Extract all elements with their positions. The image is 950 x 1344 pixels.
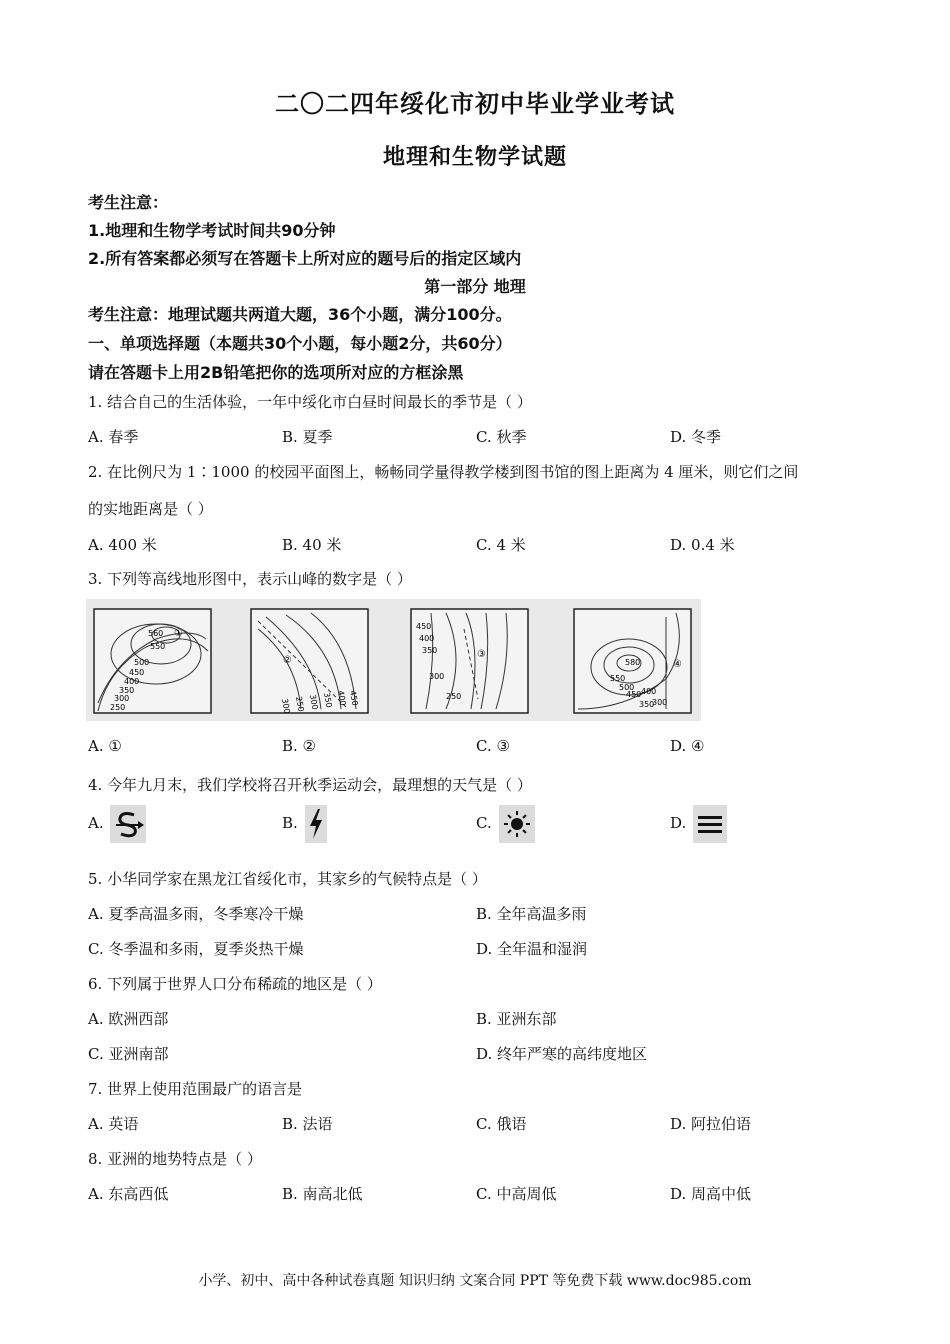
contour-label: 250 <box>110 703 126 712</box>
fog-icon <box>693 805 727 843</box>
option-c: C. 亚洲南部 <box>88 1045 169 1063</box>
contour-label: 250 <box>446 692 462 701</box>
option-c: C. 冬季温和多雨，夏季炎热干燥 <box>88 940 304 958</box>
option-c <box>476 805 535 843</box>
option-d: D. 0.4 米 <box>670 536 735 554</box>
option-label: B. <box>282 814 298 832</box>
contour-label: 400 <box>124 677 140 686</box>
contour-label: 550 <box>150 642 166 651</box>
section-instruction: 请在答题卡上用2B铅笔把你的选项所对应的方框涂黑 <box>88 363 464 382</box>
question-stem: 5. 小华同学家在黑龙江省绥化市，其家乡的气候特点是（ ） <box>88 870 487 888</box>
contour-label: 300 <box>652 698 668 707</box>
question-stem: 4. 今年九月末，我们学校将召开秋季运动会，最理想的天气是（ ） <box>88 776 532 794</box>
contour-map-3 <box>411 609 528 713</box>
notice-heading: 考生注意： <box>88 193 169 212</box>
option-c: C. 秋季 <box>476 428 527 446</box>
contour-label: 350 <box>119 686 135 695</box>
question-stem: 6. 下列属于世界人口分布稀疏的地区是（ ） <box>88 975 382 993</box>
contour-label: 450 <box>626 690 642 699</box>
option-a: A. 春季 <box>88 428 139 446</box>
option-label: D. <box>670 814 687 832</box>
option-b: B. 40 米 <box>282 536 342 554</box>
contour-marker: ① <box>174 628 183 639</box>
question-stem-continued: 的实地距离是（ ） <box>88 500 213 518</box>
option-c: C. ③ <box>476 737 510 755</box>
contour-marker: ③ <box>477 649 486 660</box>
contour-label: 350 <box>639 700 655 709</box>
question-stem: 7. 世界上使用范围最广的语言是 <box>88 1080 303 1098</box>
notice-item: 2.所有答案都必须写在答题卡上所对应的题号后的指定区域内 <box>88 249 522 268</box>
contour-label: 400 <box>419 634 435 643</box>
contour-label: 300 <box>114 694 130 703</box>
option-a: A. 欧洲西部 <box>88 1010 169 1028</box>
contour-label: 300 <box>280 697 292 715</box>
option-a: A. 东高西低 <box>88 1185 169 1203</box>
contour-map-1 <box>94 609 211 713</box>
option-b: B. ② <box>282 737 317 755</box>
option-d: D. 终年严寒的高纬度地区 <box>476 1045 648 1063</box>
contour-label: 500 <box>134 658 150 667</box>
question-stem: 1. 结合自己的生活体验，一年中绥化市白昼时间最长的季节是（ ） <box>88 393 532 411</box>
contour-label: 300 <box>308 693 320 711</box>
option-d: D. 周高中低 <box>670 1185 752 1203</box>
option-a: A. ① <box>88 737 122 755</box>
contour-label: 400 <box>641 687 657 696</box>
notice-item: 1.地理和生物学考试时间共90分钟 <box>88 221 336 240</box>
option-a <box>88 805 146 843</box>
question-stem: 8. 亚洲的地势特点是（ ） <box>88 1150 262 1168</box>
part-notice: 考生注意：地理试题共两道大题，36个小题，满分100分。 <box>88 305 512 324</box>
contour-marker: ④ <box>673 659 682 670</box>
option-b <box>282 805 327 843</box>
contour-label: 450 <box>348 689 360 707</box>
contour-label: 350 <box>322 691 334 709</box>
contour-maps-svg <box>86 599 701 721</box>
option-d: D. 冬季 <box>670 428 722 446</box>
option-b: B. 法语 <box>282 1115 333 1133</box>
option-d: D. 全年温和湿润 <box>476 940 588 958</box>
exam-subtitle: 地理和生物学试题 <box>382 145 567 170</box>
contour-map-4 <box>574 609 691 713</box>
contour-label: 560 <box>148 629 164 638</box>
section-heading: 一、单项选择题（本题共30个小题，每小题2分，共60分） <box>88 334 512 353</box>
option-b: B. 全年高温多雨 <box>476 905 587 923</box>
option-c: C. 4 米 <box>476 536 526 554</box>
option-c: C. 中高周低 <box>476 1185 557 1203</box>
option-d: D. 阿拉伯语 <box>670 1115 752 1133</box>
contour-maps-figure <box>86 599 701 721</box>
option-c: C. 俄语 <box>476 1115 527 1133</box>
wind-icon <box>110 805 146 843</box>
contour-label: 450 <box>129 668 145 677</box>
option-d: D. ④ <box>670 737 705 755</box>
exam-title: 二〇二四年绥化市初中毕业学业考试 <box>275 90 675 118</box>
option-b: B. 亚洲东部 <box>476 1010 557 1028</box>
option-d <box>670 805 727 843</box>
contour-label: 350 <box>422 646 438 655</box>
contour-label: 250 <box>294 695 306 713</box>
contour-label: 500 <box>619 683 635 692</box>
question-stem: 3. 下列等高线地形图中，表示山峰的数字是（ ） <box>88 570 412 588</box>
question-stem: 2. 在比例尺为 1∶1000 的校园平面图上，畅畅同学量得教学楼到图书馆的图上距离为 4 厘米，则它们之间 <box>88 463 799 481</box>
sun-icon <box>499 805 535 843</box>
contour-label: 400 <box>336 689 348 707</box>
option-a: A. 英语 <box>88 1115 139 1133</box>
option-b: B. 南高北低 <box>282 1185 363 1203</box>
option-label: C. <box>476 814 492 832</box>
contour-marker: ② <box>283 655 292 666</box>
option-a: A. 夏季高温多雨，冬季寒冷干燥 <box>88 905 304 923</box>
contour-map-2 <box>251 609 368 714</box>
contour-label: 580 <box>625 658 641 667</box>
part-title: 第一部分 地理 <box>424 277 526 296</box>
contour-label: 450 <box>416 622 432 631</box>
option-b: B. 夏季 <box>282 428 333 446</box>
page-footer: 小学、初中、高中各种试卷真题 知识归纳 文案合同 PPT 等免费下载 www.doc985.com <box>198 1273 752 1289</box>
contour-label: 300 <box>429 672 445 681</box>
option-a: A. 400 米 <box>88 536 157 554</box>
lightning-icon <box>305 805 327 843</box>
contour-label: 550 <box>610 674 626 683</box>
option-label: A. <box>88 814 104 832</box>
